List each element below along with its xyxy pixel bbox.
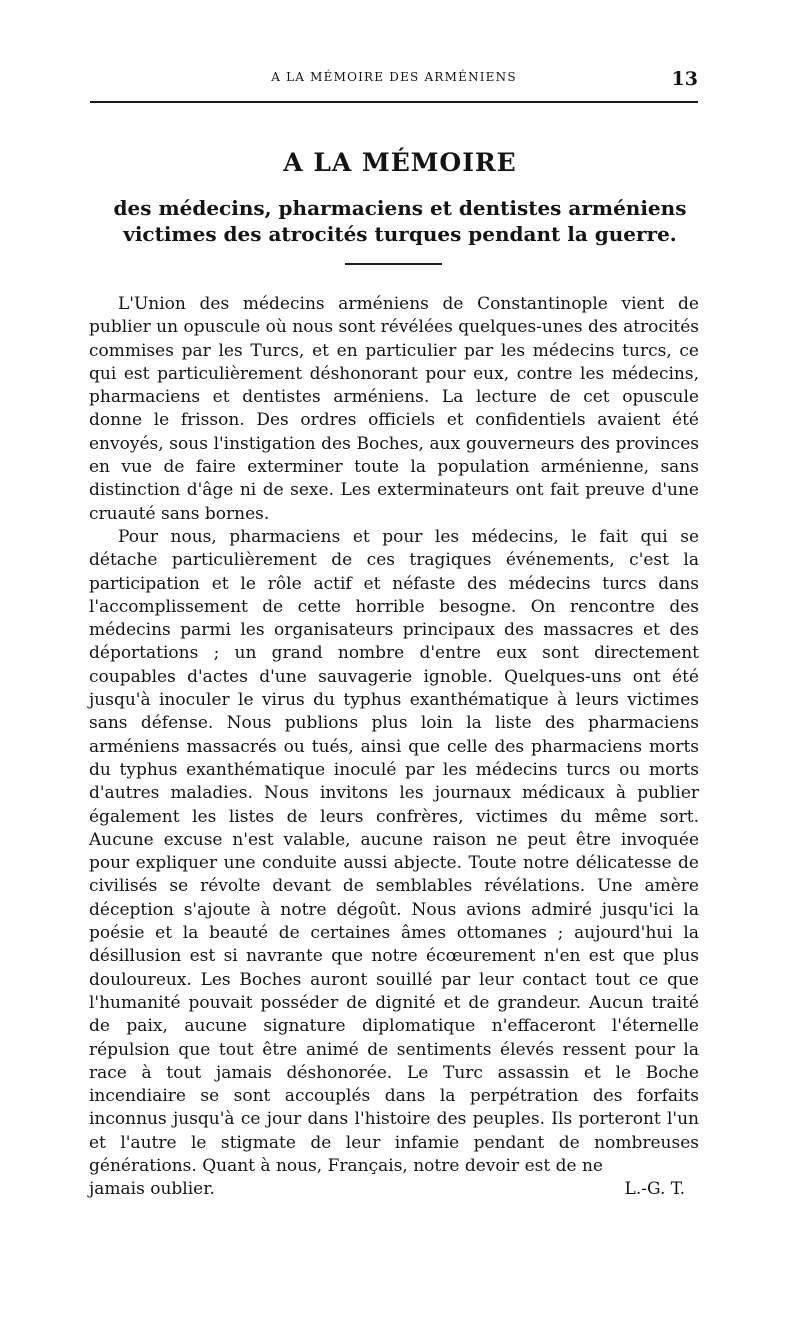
title-separator-rule [345,263,442,265]
running-header [90,68,698,92]
author-signature: L.-G. T. [624,1179,685,1200]
article-subtitle-line2: victimes des atrocités turques pendant la guerre. [123,222,677,246]
paragraph-2: Pour nous, pharmaciens et pour les médecins, le fait qui se détache particulièrement de ces tragiques événements, c'est la participation et le rôle actif et néfaste des médecins turcs dans l'accomplissement de cette horrible besogne. On rencontre des médecins parmi les organisateurs principaux des massacres et des déportations ; un grand nombre d'entre eux sont directement coupables d'actes d'une sauvagerie ignoble. Quelques-uns ont été jusqu'à inoculer le virus du typhus exanthématique à leurs victimes sans défense. Nous publions plus loin la liste des pharmaciens arméniens massacrés ou tués, ainsi que celle des pharmaciens morts du typhus exanthématique inoculé par les médecins turcs ou morts d'autres maladies. Nous invitons les journaux médicaux à publier également les listes de leurs confrères, victimes du même sort. Aucune excuse n'est valable, aucune raison ne peut être invoquée pour expliquer une conduite aussi abjecte. Toute notre délicatesse de civilisés se révolte devant de semblables révélations. Une amère déception s'ajoute à notre dégoût. Nous avions admiré jusqu'ici la poésie et la beauté de certaines âmes ottomanes ; aujourd'hui la désillusion est si navrante que notre écœurement n'en est que plus douloureux. Les Boches auront souillé par leur contact tout ce que l'humanité pouvait posséder de dignité et de grandeur. Aucun traité de paix, aucune signature diplomatique n'effaceront l'éternelle répulsion que tout être animé de sentiments élevés ressent pour la race à tout jamais déshonorée. Le Turc assassin et le Boche incendiaire se sont accouplés dans la perpétration des forfaits inconnus jusqu'à ce jour dans l'histoire des peuples. Ils porteront l'un et l'autre le stigmate de leur infamie pendant de nombreuses générations. Quant à nous, Français, notre devoir est de ne [89,526,699,1176]
page-number: 13 [671,68,698,90]
header-rule [90,101,698,103]
article-title: A LA MÉMOIRE [283,148,517,177]
running-title: A LA MÉMOIRE DES ARMÉNIENS [271,70,517,84]
article-subtitle-line1: des médecins, pharmaciens et dentistes arméniens [113,196,687,220]
article-body [89,293,699,1202]
closing-line [89,1178,699,1201]
paragraph-1: L'Union des médecins arméniens de Constantinople vient de publier un opuscule où nous sont révélées quelques-unes des atrocités commises par les Turcs, et en particulier par les médecins turcs, ce qui est particulièrement déshonorant pour eux, contre les médecins, pharmaciens et dentistes arméniens. La lecture de cet opuscule donne le frisson. Des ordres officiels et confidentiels avaient été envoyés, sous l'instigation des Boches, aux gouverneurs des provinces en vue de faire exterminer toute la population arménienne, sans distinction d'âge ni de sexe. Les exterminateurs ont fait preuve d'une cruauté sans bornes. [89,294,699,524]
closing-text: jamais oublier. [89,1179,215,1200]
